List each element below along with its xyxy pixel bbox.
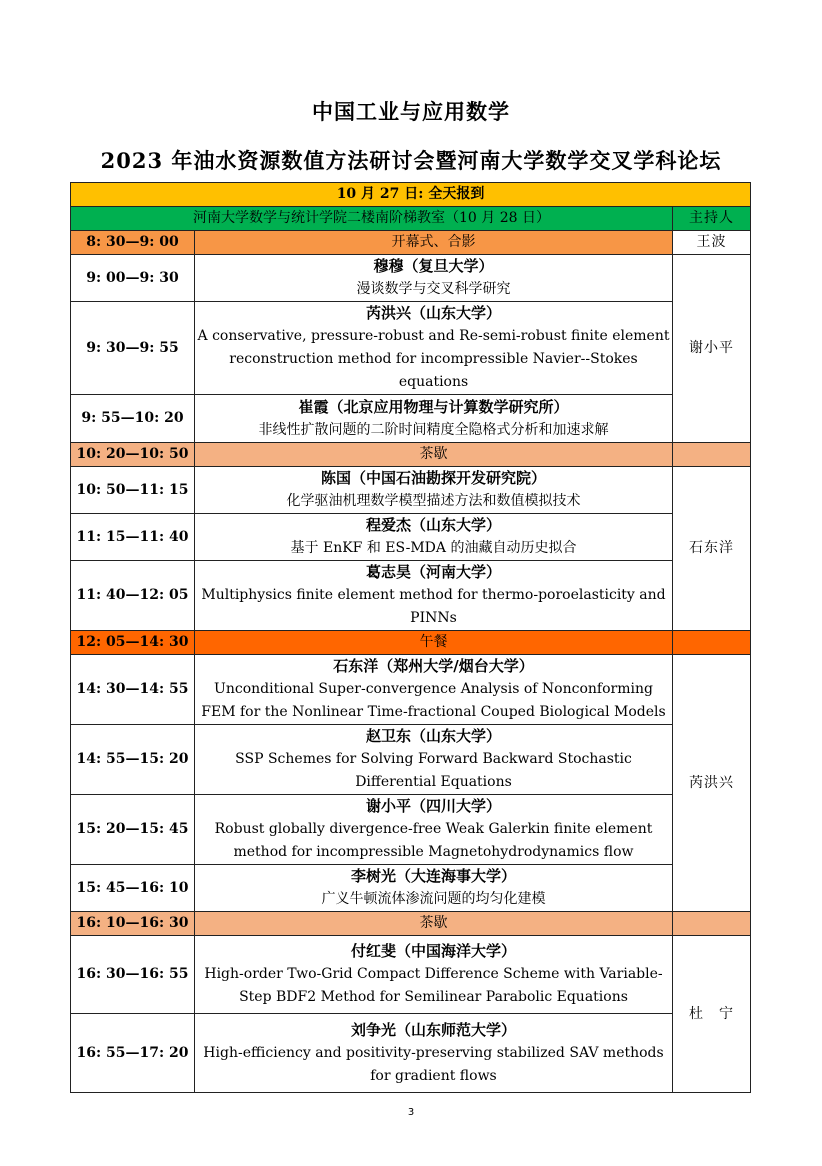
host-cell: 王波: [673, 231, 751, 255]
time-cell: 9: 00—9: 30: [71, 255, 195, 302]
speaker-name: 付红斐（中国海洋大学）: [350, 942, 516, 960]
talk-title: Unconditional Super-convergence Analysis of Nonconforming FEM for the Nonlinear Time-fractional Couped Biological Models: [201, 681, 666, 720]
talk-cell: [195, 514, 673, 561]
talk-row: [71, 795, 751, 865]
talk-cell: [195, 795, 673, 865]
document-subtitle: 2023 年油水资源数值方法研讨会暨河南大学数学交叉学科论坛: [100, 148, 722, 173]
registration-text: 10 月 27 日: 全天报到: [71, 183, 751, 207]
lunch-row: [71, 631, 751, 655]
break-label: 茶歇: [195, 912, 673, 936]
talk-title: 漫谈数学与交叉科学研究: [356, 281, 511, 297]
time-cell: 11: 40—12: 05: [71, 561, 195, 631]
talk-title: High-efficiency and positivity-preserving stabilized SAV methods for gradient flows: [203, 1044, 664, 1084]
speaker-name: 石东洋（郑州大学/烟台大学）: [333, 657, 534, 675]
talk-title: 广义牛顿流体渗流问题的均匀化建模: [321, 891, 546, 907]
time-cell: 14: 55—15: 20: [71, 725, 195, 795]
opening-row: [71, 231, 751, 255]
talk-title: 化学驱油机理数学模型描述方法和数值模拟技术: [286, 493, 581, 509]
time-cell: 11: 15—11: 40: [71, 514, 195, 561]
talk-row: [71, 302, 751, 395]
time-cell: 10: 20—10: 50: [71, 443, 195, 467]
time-cell: 16: 10—16: 30: [71, 912, 195, 936]
speaker-name: 芮洪兴（山东大学）: [365, 304, 501, 322]
talk-cell: [195, 561, 673, 631]
speaker-name: 程爱杰（山东大学）: [365, 516, 501, 534]
document-title: 中国工业与应用数学: [312, 99, 510, 124]
time-cell: 15: 20—15: 45: [71, 795, 195, 865]
time-cell: 10: 50—11: 15: [71, 467, 195, 514]
schedule-table: [70, 182, 751, 1093]
time-cell: 9: 55—10: 20: [71, 395, 195, 443]
talk-cell: [195, 1014, 673, 1093]
talk-row: [71, 936, 751, 1014]
lunch-label: 午餐: [195, 631, 673, 655]
opening-label: 开幕式、合影: [195, 231, 673, 255]
break-row: [71, 912, 751, 936]
talk-cell: [195, 865, 673, 912]
host-cell: 杜 宁: [673, 936, 751, 1093]
talk-title: 非线性扩散问题的二阶时间精度全隐格式分析和加速求解: [258, 421, 609, 438]
talk-row: [71, 395, 751, 443]
host-cell: [673, 631, 751, 655]
talk-row: [71, 865, 751, 912]
talk-cell: [195, 255, 673, 302]
speaker-name: 谢小平（四川大学）: [365, 797, 501, 815]
talk-cell: [195, 467, 673, 514]
talk-title: Multiphysics finite element method for thermo-poroelasticity and PINNs: [201, 587, 666, 626]
time-cell: 8: 30—9: 00: [71, 231, 195, 255]
talk-row: [71, 467, 751, 514]
host-cell: 石东洋: [673, 467, 751, 631]
time-cell: 14: 30—14: 55: [71, 655, 195, 725]
talk-row: [71, 655, 751, 725]
talk-cell: [195, 936, 673, 1014]
speaker-name: 穆穆（复旦大学）: [373, 257, 494, 275]
venue-row: [71, 207, 751, 231]
talk-row: [71, 725, 751, 795]
talk-row: [71, 561, 751, 631]
speaker-name: 李树光（大连海事大学）: [350, 867, 516, 885]
talk-title: 基于 EnKF 和 ES-MDA 的油藏自动历史拟合: [290, 540, 577, 556]
talk-title: A conservative, pressure-robust and Re-semi-robust finite element reconstruction method for incompressible Navier--Stokes equations: [197, 328, 670, 390]
speaker-name: 刘争光（山东师范大学）: [350, 1020, 516, 1039]
time-cell: 16: 30—16: 55: [71, 936, 195, 1014]
talk-title: SSP Schemes for Solving Forward Backward Stochastic Differential Equations: [235, 751, 632, 790]
talk-cell: [195, 395, 673, 443]
time-cell: 9: 30—9: 55: [71, 302, 195, 395]
talk-cell: [195, 302, 673, 395]
talk-cell: [195, 655, 673, 725]
time-cell: 16: 55—17: 20: [71, 1014, 195, 1093]
host-header: 主持人: [673, 207, 751, 231]
talk-title: Robust globally divergence-free Weak Galerkin finite element method for incompressible Magnetohydrodynamics flow: [214, 821, 653, 860]
registration-row: [71, 183, 751, 207]
speaker-name: 赵卫东（山东大学）: [365, 727, 501, 745]
speaker-name: 葛志昊（河南大学）: [365, 563, 501, 581]
host-cell: [673, 912, 751, 936]
break-label: 茶歇: [195, 443, 673, 467]
speaker-name: 崔霞（北京应用物理与计算数学研究所）: [298, 397, 569, 416]
host-cell: 芮洪兴: [673, 655, 751, 912]
time-cell: 12: 05—14: 30: [71, 631, 195, 655]
talk-cell: [195, 725, 673, 795]
venue-text: 河南大学数学与统计学院二楼南阶梯教室（10 月 28 日）: [71, 207, 673, 231]
talk-row: [71, 1014, 751, 1093]
speaker-name: 陈国（中国石油勘探开发研究院）: [320, 469, 546, 487]
host-cell: [673, 443, 751, 467]
break-row: [71, 443, 751, 467]
page-number: 3: [407, 1107, 415, 1118]
talk-title: High-order Two-Grid Compact Difference Scheme with Variable-Step BDF2 Method for Semilinear Parabolic Equations: [204, 966, 663, 1005]
time-cell: 15: 45—16: 10: [71, 865, 195, 912]
host-cell: 谢小平: [673, 255, 751, 443]
talk-row: [71, 255, 751, 302]
talk-row: [71, 514, 751, 561]
